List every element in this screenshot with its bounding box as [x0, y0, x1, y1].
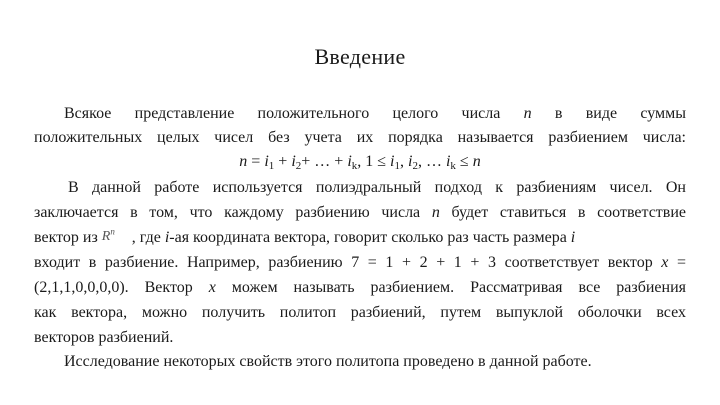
formula-sub: 1	[394, 160, 400, 172]
text: Всякое представление положительного целого числа	[64, 105, 501, 122]
rn-letter: R	[101, 229, 111, 244]
formula-comma: , …	[417, 153, 446, 170]
page-title: Введение	[314, 44, 406, 69]
paragraph2-line3	[34, 228, 686, 249]
formula-le: ≤	[455, 153, 473, 170]
variable-n: n	[431, 204, 440, 221]
text: заключается в том, что каждому разбиению числа	[34, 204, 421, 221]
text: можем называть разбиением. Рассматривая все разбиения	[231, 279, 687, 296]
text	[661, 254, 686, 271]
formula-i: i	[264, 153, 269, 170]
formula-comma: ,	[400, 153, 408, 170]
formula-sub: k	[450, 160, 456, 172]
variable-n: n	[523, 105, 532, 122]
paragraph2-line4	[34, 253, 686, 273]
formula-sub: k	[351, 160, 358, 172]
paragraph1-line2: положительных целых чисел без учета их порядка называется разбиением числа:	[34, 129, 686, 146]
formula-cond: , 1 ≤	[357, 153, 391, 170]
formula-i: i	[390, 153, 395, 170]
formula-i: i	[347, 153, 352, 170]
paragraph2-line1: В данной работе используется полиэдральный подход к разбиениям чисел. Он	[68, 179, 686, 196]
formula	[0, 152, 720, 172]
formula-eq: =	[247, 153, 265, 170]
rn-sup: n	[110, 226, 115, 237]
text: будет ставиться в соответствие	[451, 204, 687, 221]
paragraph2-line5	[34, 278, 686, 298]
paragraph2-line7: векторов разбиений.	[34, 329, 174, 346]
text: -ая координата вектора, говорит сколько раз часть размера	[169, 229, 567, 246]
formula-plus: + … +	[301, 153, 348, 170]
text: , где	[131, 229, 161, 246]
paragraph1-line1	[34, 104, 686, 124]
variable-i: i	[164, 229, 170, 246]
text: =	[668, 254, 687, 271]
paragraph3: Исследование некоторых свойств этого политопа проведено в данной работе.	[64, 353, 592, 370]
formula-i: i	[445, 153, 451, 170]
formula-sub: 1	[268, 160, 275, 172]
formula-sub: 2	[412, 160, 418, 172]
text: входит в разбиение. Например, разбиению 7 = 1 + 2 + 1 + 3 соответствует вектор	[34, 254, 653, 271]
variable-x: x	[661, 254, 669, 271]
rn-symbol	[102, 227, 132, 247]
formula-sub: 2	[295, 160, 302, 172]
formula-n: n	[239, 153, 248, 170]
formula-i: i	[291, 153, 296, 170]
formula-plus: +	[274, 153, 292, 170]
variable-x: x	[208, 279, 216, 296]
text: в виде суммы	[554, 105, 687, 122]
text: (2,1,1,0,0,0,0). Вектор	[34, 279, 193, 296]
paragraph2-line2	[34, 203, 686, 223]
formula-n: n	[472, 153, 481, 170]
formula-i: i	[408, 153, 413, 170]
paragraph2-line6: как вектора, можно получить политоп разбиений, путем выпуклой оболочки всех	[34, 304, 686, 321]
variable-i: i	[570, 229, 576, 246]
text: вектор из	[34, 229, 98, 246]
